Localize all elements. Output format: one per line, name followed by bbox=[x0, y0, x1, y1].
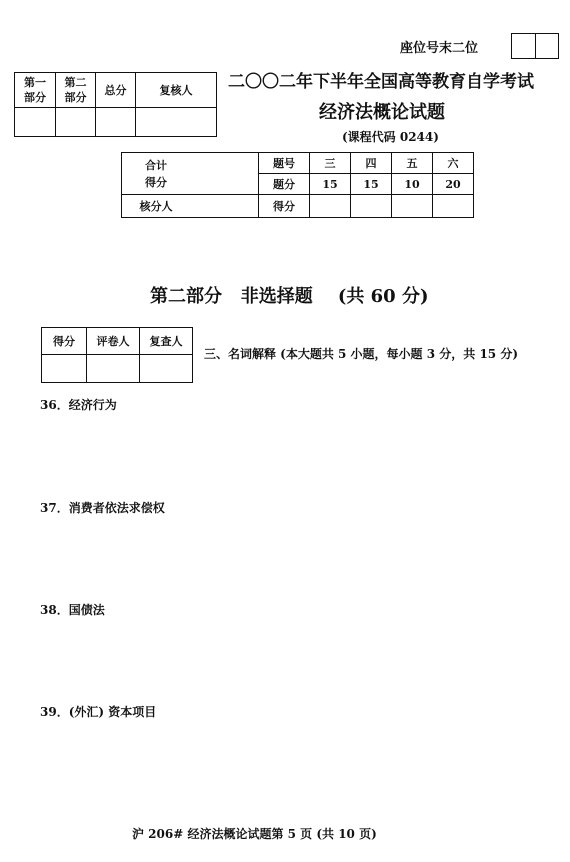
section-3-score[interactable] bbox=[310, 195, 351, 218]
question-36: 36．经济行为 bbox=[40, 398, 117, 412]
question-37: 37．消费者依法求偿权 bbox=[40, 501, 165, 515]
reviewer-cell[interactable] bbox=[136, 108, 217, 137]
seat-number-label: 座位号末二位 bbox=[400, 41, 479, 56]
checker-input[interactable] bbox=[190, 195, 259, 218]
total-score-input[interactable] bbox=[190, 153, 259, 195]
part-one-header: 第一 部分 bbox=[15, 73, 56, 108]
grader-name-cell[interactable] bbox=[87, 355, 140, 383]
seat-digit-box-1[interactable] bbox=[512, 34, 535, 58]
subject-title: 经济法概论试题 bbox=[319, 102, 445, 123]
section-6-points: 20 bbox=[433, 174, 474, 195]
section-4-score[interactable] bbox=[351, 195, 392, 218]
section-4-points: 15 bbox=[351, 174, 392, 195]
total-score-label: 合计 得分 bbox=[122, 153, 191, 195]
score-label: 得分 bbox=[259, 195, 310, 218]
question-38: 38．国债法 bbox=[40, 603, 105, 617]
checker-label: 核分人 bbox=[122, 195, 191, 218]
rechecker-header: 复查人 bbox=[140, 328, 193, 355]
exam-title: 二〇〇二年下半年全国高等教育自学考试 bbox=[228, 72, 534, 92]
section-5-score[interactable] bbox=[392, 195, 433, 218]
part-one-score-cell[interactable] bbox=[15, 108, 56, 137]
total-score-cell[interactable] bbox=[96, 108, 136, 137]
grader-table bbox=[41, 327, 193, 383]
question-points-label: 题分 bbox=[259, 174, 310, 195]
part-two-score-cell[interactable] bbox=[56, 108, 96, 137]
question-39: 39．(外汇) 资本项目 bbox=[40, 705, 157, 719]
section-3-points: 15 bbox=[310, 174, 351, 195]
section-5-number: 五 bbox=[392, 153, 433, 174]
part-two-header: 第二 部分 bbox=[56, 73, 96, 108]
rechecker-cell[interactable] bbox=[140, 355, 193, 383]
section-3-number: 三 bbox=[310, 153, 351, 174]
seat-digit-box-2[interactable] bbox=[535, 34, 559, 58]
part-two-heading: 第二部分 非选择题 (共 60 分) bbox=[150, 286, 429, 307]
section-3-instructions: 三、名词解释 (本大题共 5 小题，每小题 3 分，共 15 分) bbox=[204, 347, 518, 361]
reviewer-header: 复核人 bbox=[136, 73, 217, 108]
section-6-number: 六 bbox=[433, 153, 474, 174]
section-4-number: 四 bbox=[351, 153, 392, 174]
grader-name-header: 评卷人 bbox=[87, 328, 140, 355]
review-score-table bbox=[14, 72, 217, 137]
grader-score-cell[interactable] bbox=[42, 355, 87, 383]
grader-score-header: 得分 bbox=[42, 328, 87, 355]
total-score-header: 总分 bbox=[96, 73, 136, 108]
question-number-label: 题号 bbox=[259, 153, 310, 174]
page-footer: 沪 206# 经济法概论试题第 5 页 (共 10 页) bbox=[132, 827, 377, 841]
score-summary-table bbox=[121, 152, 474, 218]
seat-number-boxes[interactable] bbox=[511, 33, 559, 59]
section-5-points: 10 bbox=[392, 174, 433, 195]
course-code: (课程代码 0244) bbox=[342, 130, 439, 144]
section-6-score[interactable] bbox=[433, 195, 474, 218]
